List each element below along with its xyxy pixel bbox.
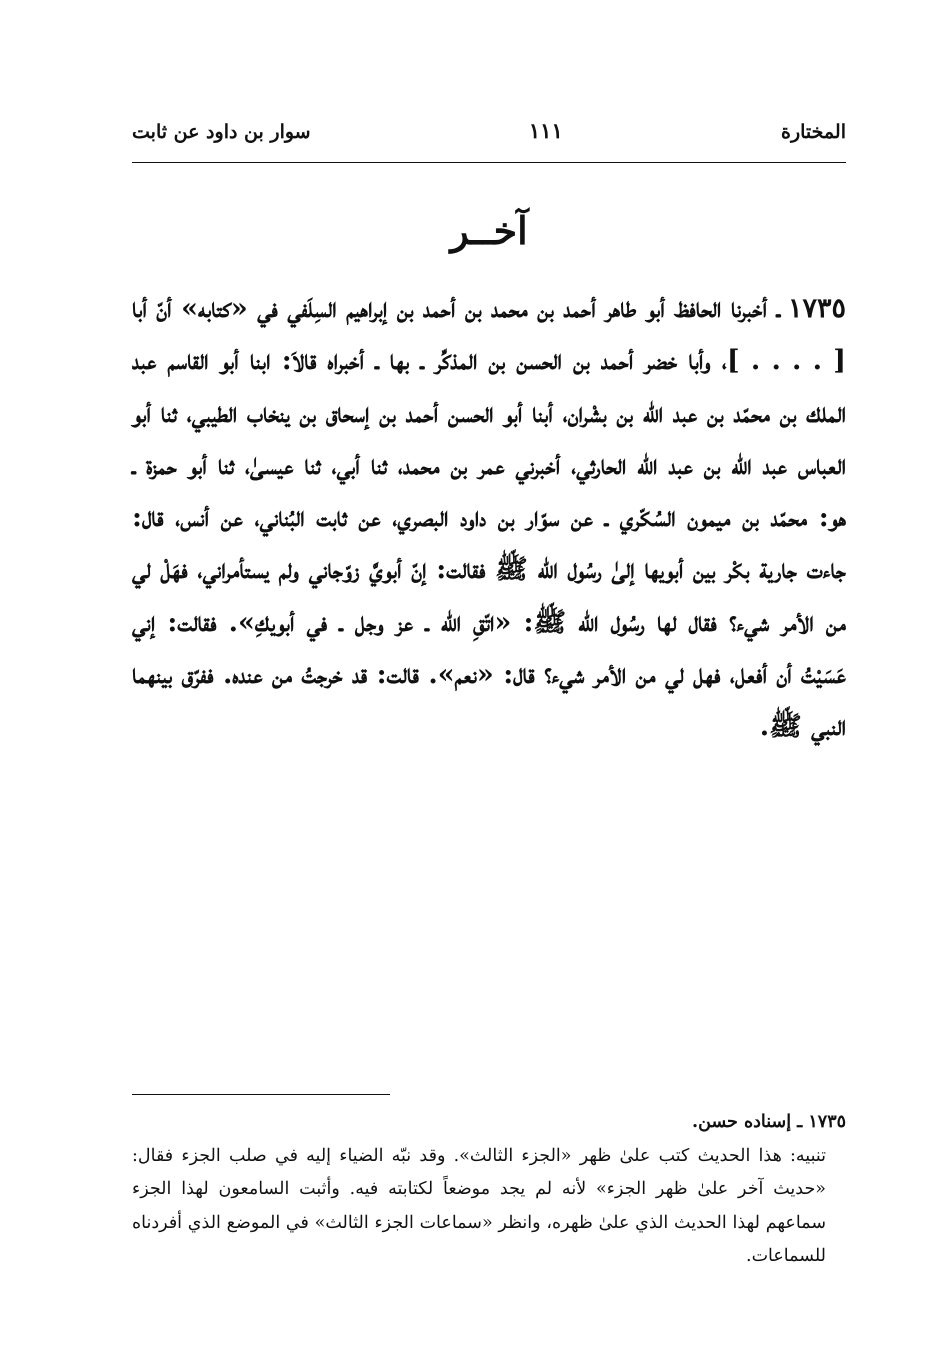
footnote-isnad: ١٧٣٥ ـ إسناده حسن.: [692, 1112, 846, 1132]
header-book-title: المختارة: [781, 121, 846, 143]
hadith-text: ـ أخبرنا الحافظ أبو طاهر أحمد بن محمد بن أحمد بن إبراهيم السِلَفي في «كتابه» أنّ أبا [ . . . . ]، وأبا خضر أحمد بن الحسن بن المذكِّر ـ بها ـ أخبراه قالاَ: ابنا أبو القاسم عبد الملك بن محمّد بن عبد الله بن بشْران، أبنا أبو الحسن أحمد بن إسحاق بن ينخاب الطيبي، ثنا أبو العباس عبد الله بن عبد الله الحارثي، أخبرني عمر بن محمد، ثنا أبي، ثنا عيسىٰ، ثنا أبو حمزة ـ هو: محمّد بن ميمون السُكّري ـ عن سوّار بن داود البصري، عن ثابت البُناني، عن أنس، قال: جاءت جارية بكْر بين أبويها إلىٰ رسُول الله ﷺ فقالت: إنّ أبويَّ زوّجاني ولم يستأمراني، فهَلْ لي من الأمر شيء؟ فقال لها رسُول الله ﷺ: «اتّقِ الله ـ عز وجل ـ في أبويكِ». فقالت: إني عَسَيْتُ أن أفعل، فهل لي من الأمر شيء؟ قال: «نعم». قالت: قد خرجتُ من عنده. ففرّق بينهما النبي ﷺ.: [132, 293, 846, 743]
section-title: آخــر: [450, 208, 528, 253]
page-number: ١١١: [528, 118, 563, 143]
footnote-note: تنبيه: هذا الحديث كتب علىٰ ظهر «الجزء الثالث». وقد نبّه الضياء إليه في صلب الجزء فقال: «حديث آخر علىٰ ظهر الجزء» لأنه لم يجد موضعاً لكتابته فيه. وأثبت السامعون لهذا الجزء سماعهم لهذا الحديث الذي علىٰ ظهره، وانظر «سماعات الجزء الثالث» في الموضع الذي أفردناه للسماعات.: [132, 1145, 826, 1266]
header-rule: [132, 162, 846, 163]
running-header: [132, 118, 846, 160]
hadith-paragraph: [132, 283, 846, 754]
hadith-number: ١٧٣٥: [787, 293, 846, 324]
header-chapter-title: سوار بن داود عن ثابت: [132, 121, 311, 143]
footnote-rule: [132, 1094, 390, 1095]
footnotes: [132, 1106, 846, 1274]
document-page: [132, 118, 846, 1266]
